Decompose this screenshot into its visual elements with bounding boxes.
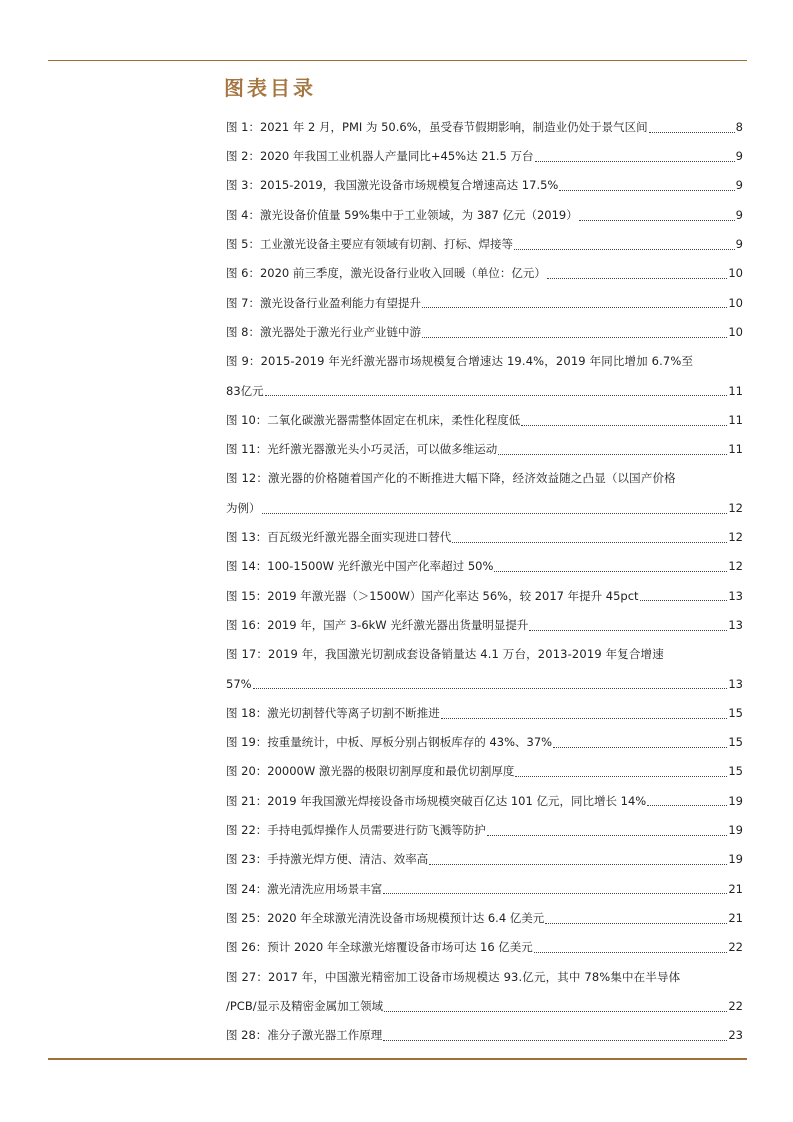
toc-entry-label: 图 18：激光切割替代等离子切割不断推进 [226, 705, 440, 720]
toc-entry[interactable] [226, 992, 743, 1021]
dot-leader [265, 394, 728, 396]
toc-entry-label: 图 22：手持电弧焊操作人员需要进行防飞溅等防护 [226, 823, 486, 838]
toc-entry-page: 10 [728, 295, 743, 310]
toc-entry[interactable] [226, 347, 743, 376]
toc-entry-page: 9 [735, 237, 743, 252]
toc-entry[interactable] [226, 670, 743, 699]
toc-entry-page: 15 [728, 735, 743, 750]
toc-entry[interactable] [226, 230, 743, 259]
toc-entry[interactable] [226, 816, 743, 845]
toc-entry-label: 图 19：按重量统计，中板、厚板分别占钢板库存的 43%、37% [226, 735, 553, 750]
toc-entry-label: 83亿元 [226, 383, 264, 398]
toc-entry-label: 图 9：2015-2019 年光纤激光器市场规模复合增速达 19.4%，2019 年同比增加 6.7%至 [226, 354, 694, 369]
toc-entry-page: 15 [728, 764, 743, 779]
toc-entry-page: 21 [728, 910, 743, 925]
toc-entry[interactable] [226, 611, 743, 640]
toc-entry-label: 图 7：激光设备行业盈利能力有望提升 [226, 295, 421, 310]
toc-entry-page: 23 [728, 1028, 743, 1043]
dot-leader [494, 570, 727, 572]
toc-entry[interactable] [226, 494, 743, 523]
toc-entry-label: 图 1：2021 年 2 月，PMI 为 50.6%，虽受春节假期影响，制造业仍处于景气区间 [226, 119, 648, 134]
toc-entry[interactable] [226, 406, 743, 435]
toc-entry-page: 11 [728, 412, 743, 427]
toc-entry-page: 19 [728, 852, 743, 867]
toc-entry-page: 12 [728, 530, 743, 545]
toc-entry[interactable] [226, 318, 743, 347]
header-rule [48, 60, 747, 61]
toc-entry-label: /PCB/显示及精密金属加工领域 [226, 998, 384, 1013]
toc-entry-label: 图 11：光纤激光器激光头小巧灵活，可以做多维运动 [226, 442, 498, 457]
dot-leader [649, 131, 735, 133]
toc-entry-label: 图 12：激光器的价格随着国产化的不断推进大幅下降，经济效益随之凸显（以国产价格 [226, 471, 676, 486]
dot-leader [514, 248, 735, 250]
toc-entry[interactable] [226, 728, 743, 757]
toc-entry[interactable] [226, 523, 743, 552]
dot-leader [384, 1010, 727, 1012]
toc-entry[interactable] [226, 758, 743, 787]
toc-entry-page: 12 [728, 500, 743, 515]
toc-entry-page: 22 [728, 998, 743, 1013]
toc-entry[interactable] [226, 552, 743, 581]
dot-leader [429, 863, 727, 865]
toc-entry-label: 图 24：激光清洗应用场景丰富 [226, 881, 383, 896]
dot-leader [559, 189, 734, 191]
toc-entry[interactable] [226, 845, 743, 874]
toc-entry-label: 图 2：2020 年我国工业机器人产量同比+45%达 21.5 万台 [226, 149, 534, 164]
toc-entry-label: 图 8：激光器处于激光行业产业链中游 [226, 324, 421, 339]
toc-entry-page: 22 [728, 940, 743, 955]
toc-entry[interactable] [226, 377, 743, 406]
toc-entry-label: 图 15：2019 年激光器（＞1500W）国产化率达 56%，较 2017 年提升 45pct [226, 588, 639, 603]
toc-entry[interactable] [226, 259, 743, 288]
toc-entry-label: 图 20：20000W 激光器的极限切割厚度和最优切割厚度 [226, 764, 515, 779]
toc-entry[interactable] [226, 875, 743, 904]
toc-entry-label: 图 25：2020 年全球激光清洗设备市场规模预计达 6.4 亿美元 [226, 910, 545, 925]
toc-entry-page: 9 [735, 178, 743, 193]
dot-leader [579, 219, 735, 221]
dot-leader [545, 922, 727, 924]
toc-entry[interactable] [226, 904, 743, 933]
dot-leader [553, 746, 727, 748]
dot-leader [535, 160, 735, 162]
toc-entry[interactable] [226, 1021, 743, 1050]
toc-entry-page: 11 [728, 383, 743, 398]
dot-leader [383, 1039, 727, 1041]
toc-entry-label: 图 23：手持激光焊方便、清洁、效率高 [226, 852, 429, 867]
toc-entry[interactable] [226, 201, 743, 230]
toc-entry-label: 图 14：100-1500W 光纤激光中国产化率超过 50% [226, 559, 494, 574]
toc-entry[interactable] [226, 289, 743, 318]
dot-leader [529, 629, 727, 631]
toc-entry-label: 57% [226, 676, 252, 691]
dot-leader [647, 804, 727, 806]
toc-entry-page: 13 [728, 617, 743, 632]
dot-leader [487, 834, 728, 836]
toc-entry-label: 图 16：2019 年，国产 3-6kW 光纤激光器出货量明显提升 [226, 617, 529, 632]
toc-entry[interactable] [226, 113, 743, 142]
toc-entry-label: 图 4：激光设备价值量 59%集中于工业领域，为 387 亿元（2019） [226, 207, 578, 222]
toc-entry-page: 10 [728, 324, 743, 339]
toc-entry-label: 图 3：2015-2019，我国激光设备市场规模复合增速高达 17.5% [226, 178, 559, 193]
dot-leader [422, 306, 727, 308]
footer-rule [48, 1058, 747, 1060]
toc-entry-label: 图 27：2017 年，中国激光精密加工设备市场规模达 93.亿元，其中 78%集中在半导体 [226, 969, 681, 984]
toc-entry[interactable] [226, 435, 743, 464]
section-title: 图表目录 [224, 76, 316, 100]
toc-entry-label: 图 10：二氧化碳激光器需整体固定在机床，柔性化程度低 [226, 412, 521, 427]
dot-leader [521, 424, 727, 426]
toc-entry-label: 图 6：2020 前三季度，激光设备行业收入回暖（单位：亿元） [226, 266, 546, 281]
toc-entry-page: 13 [728, 676, 743, 691]
dot-leader [262, 512, 728, 514]
toc-entry[interactable] [226, 465, 743, 494]
toc-entry-label: 图 28：准分子激光器工作原理 [226, 1028, 383, 1043]
toc-entry-label: 图 21：2019 年我国激光焊接设备市场规模突破百亿达 101 亿元，同比增长 14% [226, 793, 647, 808]
toc-entry-page: 10 [728, 266, 743, 281]
toc-entry[interactable] [226, 640, 743, 669]
toc-entry-label: 为例） [226, 500, 261, 515]
toc-entry[interactable] [226, 582, 743, 611]
toc-entry[interactable] [226, 933, 743, 962]
dot-leader [422, 336, 727, 338]
toc-entry[interactable] [226, 787, 743, 816]
toc-entry-page: 9 [735, 207, 743, 222]
toc-list [226, 113, 743, 1051]
toc-entry-page: 15 [728, 705, 743, 720]
dot-leader [253, 687, 728, 689]
toc-entry[interactable] [226, 172, 743, 201]
dot-leader [547, 277, 727, 279]
dot-leader [441, 717, 728, 719]
toc-entry-label: 图 26：预计 2020 年全球激光熔覆设备市场可达 16 亿美元 [226, 940, 533, 955]
toc-entry[interactable] [226, 142, 743, 171]
toc-entry[interactable] [226, 963, 743, 992]
dot-leader [452, 541, 727, 543]
toc-entry-page: 19 [728, 793, 743, 808]
toc-entry-page: 11 [728, 442, 743, 457]
toc-entry-page: 8 [735, 119, 743, 134]
toc-entry-label: 图 5：工业激光设备主要应有领域有切割、打标、焊接等 [226, 237, 513, 252]
dot-leader [515, 775, 727, 777]
toc-entry[interactable] [226, 699, 743, 728]
toc-entry-page: 19 [728, 823, 743, 838]
toc-entry-page: 12 [728, 559, 743, 574]
dot-leader [383, 892, 727, 894]
toc-entry-page: 9 [735, 149, 743, 164]
toc-entry-page: 21 [728, 881, 743, 896]
dot-leader [640, 599, 728, 601]
dot-leader [498, 453, 727, 455]
toc-entry-label: 图 13：百瓦级光纤激光器全面实现进口替代 [226, 530, 452, 545]
dot-leader [534, 951, 728, 953]
toc-entry-label: 图 17：2019 年，我国激光切割成套设备销量达 4.1 万台，2013-2019 年复合增速 [226, 647, 664, 662]
toc-entry-page: 13 [728, 588, 743, 603]
